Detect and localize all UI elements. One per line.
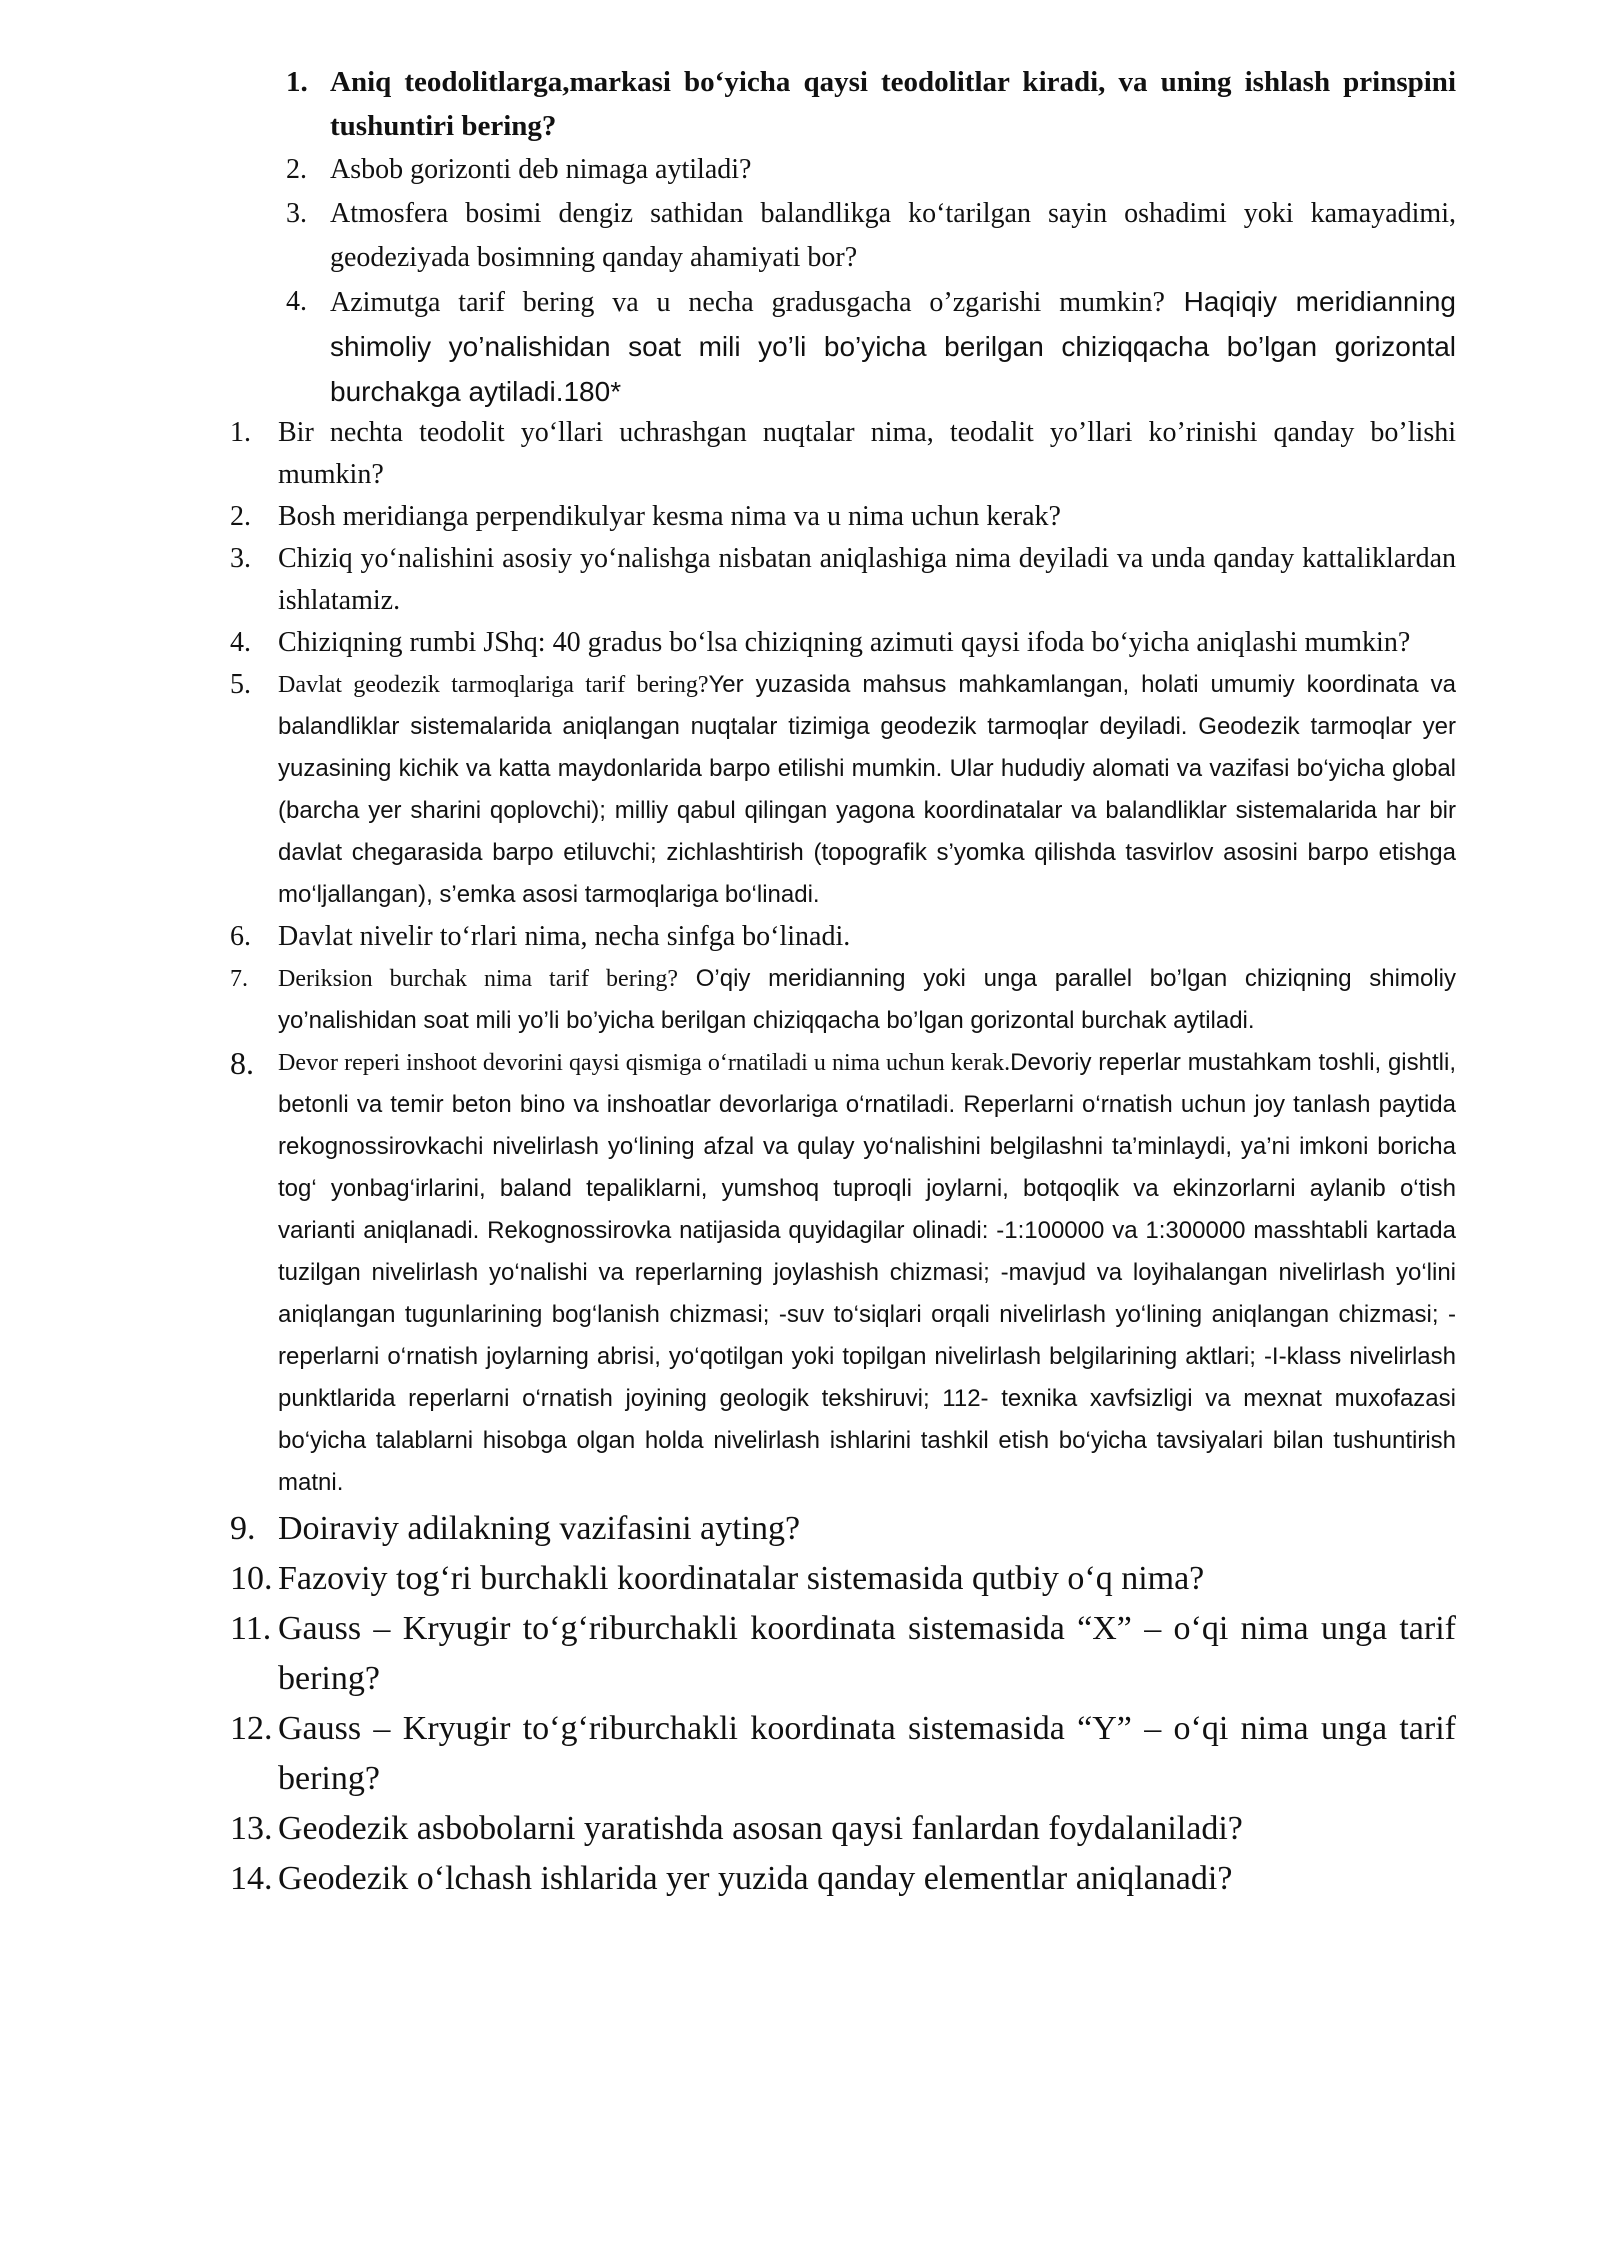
intro-question-item (286, 280, 1456, 415)
question-item (230, 916, 1456, 958)
question-with-answer (330, 280, 1456, 415)
answer-text: Devoriy reperlar mustahkam toshli, gishtli, betonli va temir beton bino va inshoatlar devorlariga o‘rnatiladi. Reperlarni o‘rnatish uchun joy tanlash paytida rekognossirovkachi nivelirlash yo‘lining afzal va qulay yo‘nalishini belgilashni ta’minlaydi, ya’ni imkoni boricha tog‘ yonbag‘irlarini, baland tepaliklarni, yumshoq tuproqli joylarni, botqoqlik va ekinzorlarni aylanib o‘tish varianti aniqlanadi. Rekognossirovka natijasida quyidagilar olinadi: -1:100000 va 1:300000 masshtabli kartada tuzilgan nivelirlash yo‘nalishi va reperlarning joylashish chizmasi; -mavjud va loyihalangan nivelirlash yo‘lini aniqlangan tugunlarining bog‘lanish chizmasi; -suv to‘siqlari orqali nivelirlash yo‘lining aniqlangan chizmasi; -reperlarni o‘rnatish joylarning abrisi, yo‘qotilgan yoki topilgan nivelirlash belgilarining aktlari; -I-klass nivelirlash punktlarida reperlarni o‘rnatish joyining geologik tekshiruvi; 112- texnika xavfsizligi va mexnat muxofazasi bo‘yicha talablarni hisobga olgan holda nivelirlash ishlarini tashkil etish bo‘yicha tavsiyalari bilan tushuntirish matni. (278, 1049, 1456, 1496)
item-number: 5. (230, 669, 251, 700)
question-item (230, 1704, 1456, 1804)
question-item (230, 1854, 1456, 1904)
question-item (230, 412, 1456, 496)
question-item (230, 1604, 1456, 1704)
question-text: Deriksion burchak nima tarif bering? (278, 966, 679, 992)
question-item (230, 1554, 1456, 1604)
item-number: 12. (230, 1710, 273, 1747)
question-text: Bosh meridianga perpendikulyar kesma nima va u nima uchun kerak? (278, 501, 1061, 532)
item-number: 6. (230, 921, 251, 952)
question-item (230, 958, 1456, 1042)
question-text: Fazoviy tog‘ri burchakli koordinatalar sistemasida qutbiy o‘q nima? (278, 1560, 1205, 1597)
question-text: Asbob gorizonti deb nimaga aytiladi? (330, 154, 752, 185)
question-text: Gauss – Kryugir to‘g‘riburchakli koordinata sistemasida “X” – o‘qi nima unga tarif bering? (278, 1610, 1456, 1697)
item-number: 7. (230, 966, 248, 992)
question-with-answer (278, 958, 1456, 1042)
question-item (230, 538, 1456, 622)
item-number: 3. (230, 543, 251, 574)
question-text: Aniq teodolitlarga,markasi bo‘yicha qaysi teodolitlar kiradi, va uning ishlash prinspini tushuntiri bering? (330, 66, 1456, 142)
question-text: Chiziqning rumbi JShq: 40 gradus bo‘lsa chiziqning azimuti qaysi ifoda bo‘yicha aniqlashi mumkin? (278, 627, 1411, 658)
question-item (230, 1504, 1456, 1554)
question-text: Azimutga tarif bering va u necha gradusgacha o’zgarishi mumkin? (330, 287, 1165, 318)
question-text: Chiziq yo‘nalishini asosiy yo‘nalishga nisbatan aniqlashiga nima deyiladi va unda qanday kattaliklardan ishlatamiz. (278, 543, 1456, 616)
question-text: Gauss – Kryugir to‘g‘riburchakli koordinata sistemasida “Y” – o‘qi nima unga tarif bering? (278, 1710, 1456, 1797)
answer-text: O’qiy meridianning yoki unga parallel bo’lgan chiziqning shimoliy yo’nalishidan soat mili yo’li bo’yicha berilgan chiziqqacha bo’lgan gorizontal burchak aytiladi. (278, 965, 1456, 1034)
item-number: 14. (230, 1860, 273, 1897)
intro-question-list (286, 60, 1456, 415)
question-item (230, 1042, 1456, 1504)
question-text: Geodezik asbobolarni yaratishda asosan qaysi fanlardan foydalaniladi? (278, 1810, 1243, 1847)
item-number: 10. (230, 1560, 273, 1597)
item-number: 2. (286, 154, 307, 185)
intro-question-item (286, 148, 1456, 192)
question-text: Davlat nivelir to‘rlari nima, necha sinfga bo‘linadi. (278, 921, 851, 952)
question-with-answer (278, 664, 1456, 916)
question-item (230, 664, 1456, 916)
answer-text: Yer yuzasida mahsus mahkamlangan, holati umumiy koordinata va balandliklar sistemalarida aniqlangan nuqtalar tizimiga geodezik tarmoqlar deyiladi. Geodezik tarmoqlar yer yuzasining kichik va katta maydonlarida barpo etilishi mumkin. Ular hududiy alomati va vazifasi bo‘yicha global (barcha yer sharini qoplovchi); milliy qabul qilingan yagona koordinatalar va balandliklar sistemalarida har bir davlat chegarasida barpo etiluvchi; zichlashtirish (topografik s’yomka qilishda tasvirlov asosini barpo etishga mo‘ljallangan), s’emka asosi tarmoqlariga bo‘linadi. (278, 671, 1457, 908)
question-item (230, 622, 1456, 664)
item-number: 13. (230, 1810, 273, 1847)
item-number: 3. (286, 198, 307, 229)
question-text: Devor reperi inshoot devorini qaysi qismiga o‘rnatiladi u nima uchun kerak. (278, 1050, 1011, 1076)
question-item (230, 496, 1456, 538)
main-question-list (230, 412, 1456, 1904)
intro-question-item (286, 192, 1456, 280)
item-number: 4. (230, 627, 251, 658)
item-number: 1. (286, 66, 308, 98)
item-number: 8. (230, 1045, 254, 1081)
item-number: 4. (286, 286, 307, 317)
question-text: Atmosfera bosimi dengiz sathidan balandlikga ko‘tarilgan sayin oshadimi yoki kamayadimi, geodeziyada bosimning qanday ahamiyati bor? (330, 198, 1456, 273)
item-number: 11. (230, 1610, 272, 1647)
question-text: Doiraviy adilakning vazifasini ayting? (278, 1510, 801, 1547)
answer-text: Haqiqiy meridianning shimoliy yo’nalishidan soat mili yo’li bo’yicha berilgan chiziqqacha bo’lgan gorizontal burchakga aytiladi.180* (330, 286, 1456, 407)
question-text: Davlat geodezik tarmoqlariga tarif bering? (278, 672, 709, 698)
item-number: 2. (230, 501, 251, 532)
intro-question-item (286, 60, 1456, 148)
item-number: 1. (230, 417, 251, 448)
question-item (230, 1804, 1456, 1854)
item-number: 9. (230, 1510, 256, 1547)
question-with-answer (278, 1042, 1456, 1504)
question-text: Bir nechta teodolit yo‘llari uchrashgan nuqtalar nima, teodalit yo’llari ko’rinishi qanday bo’lishi mumkin? (278, 417, 1456, 490)
question-text: Geodezik o‘lchash ishlarida yer yuzida qanday elementlar aniqlanadi? (278, 1860, 1233, 1897)
